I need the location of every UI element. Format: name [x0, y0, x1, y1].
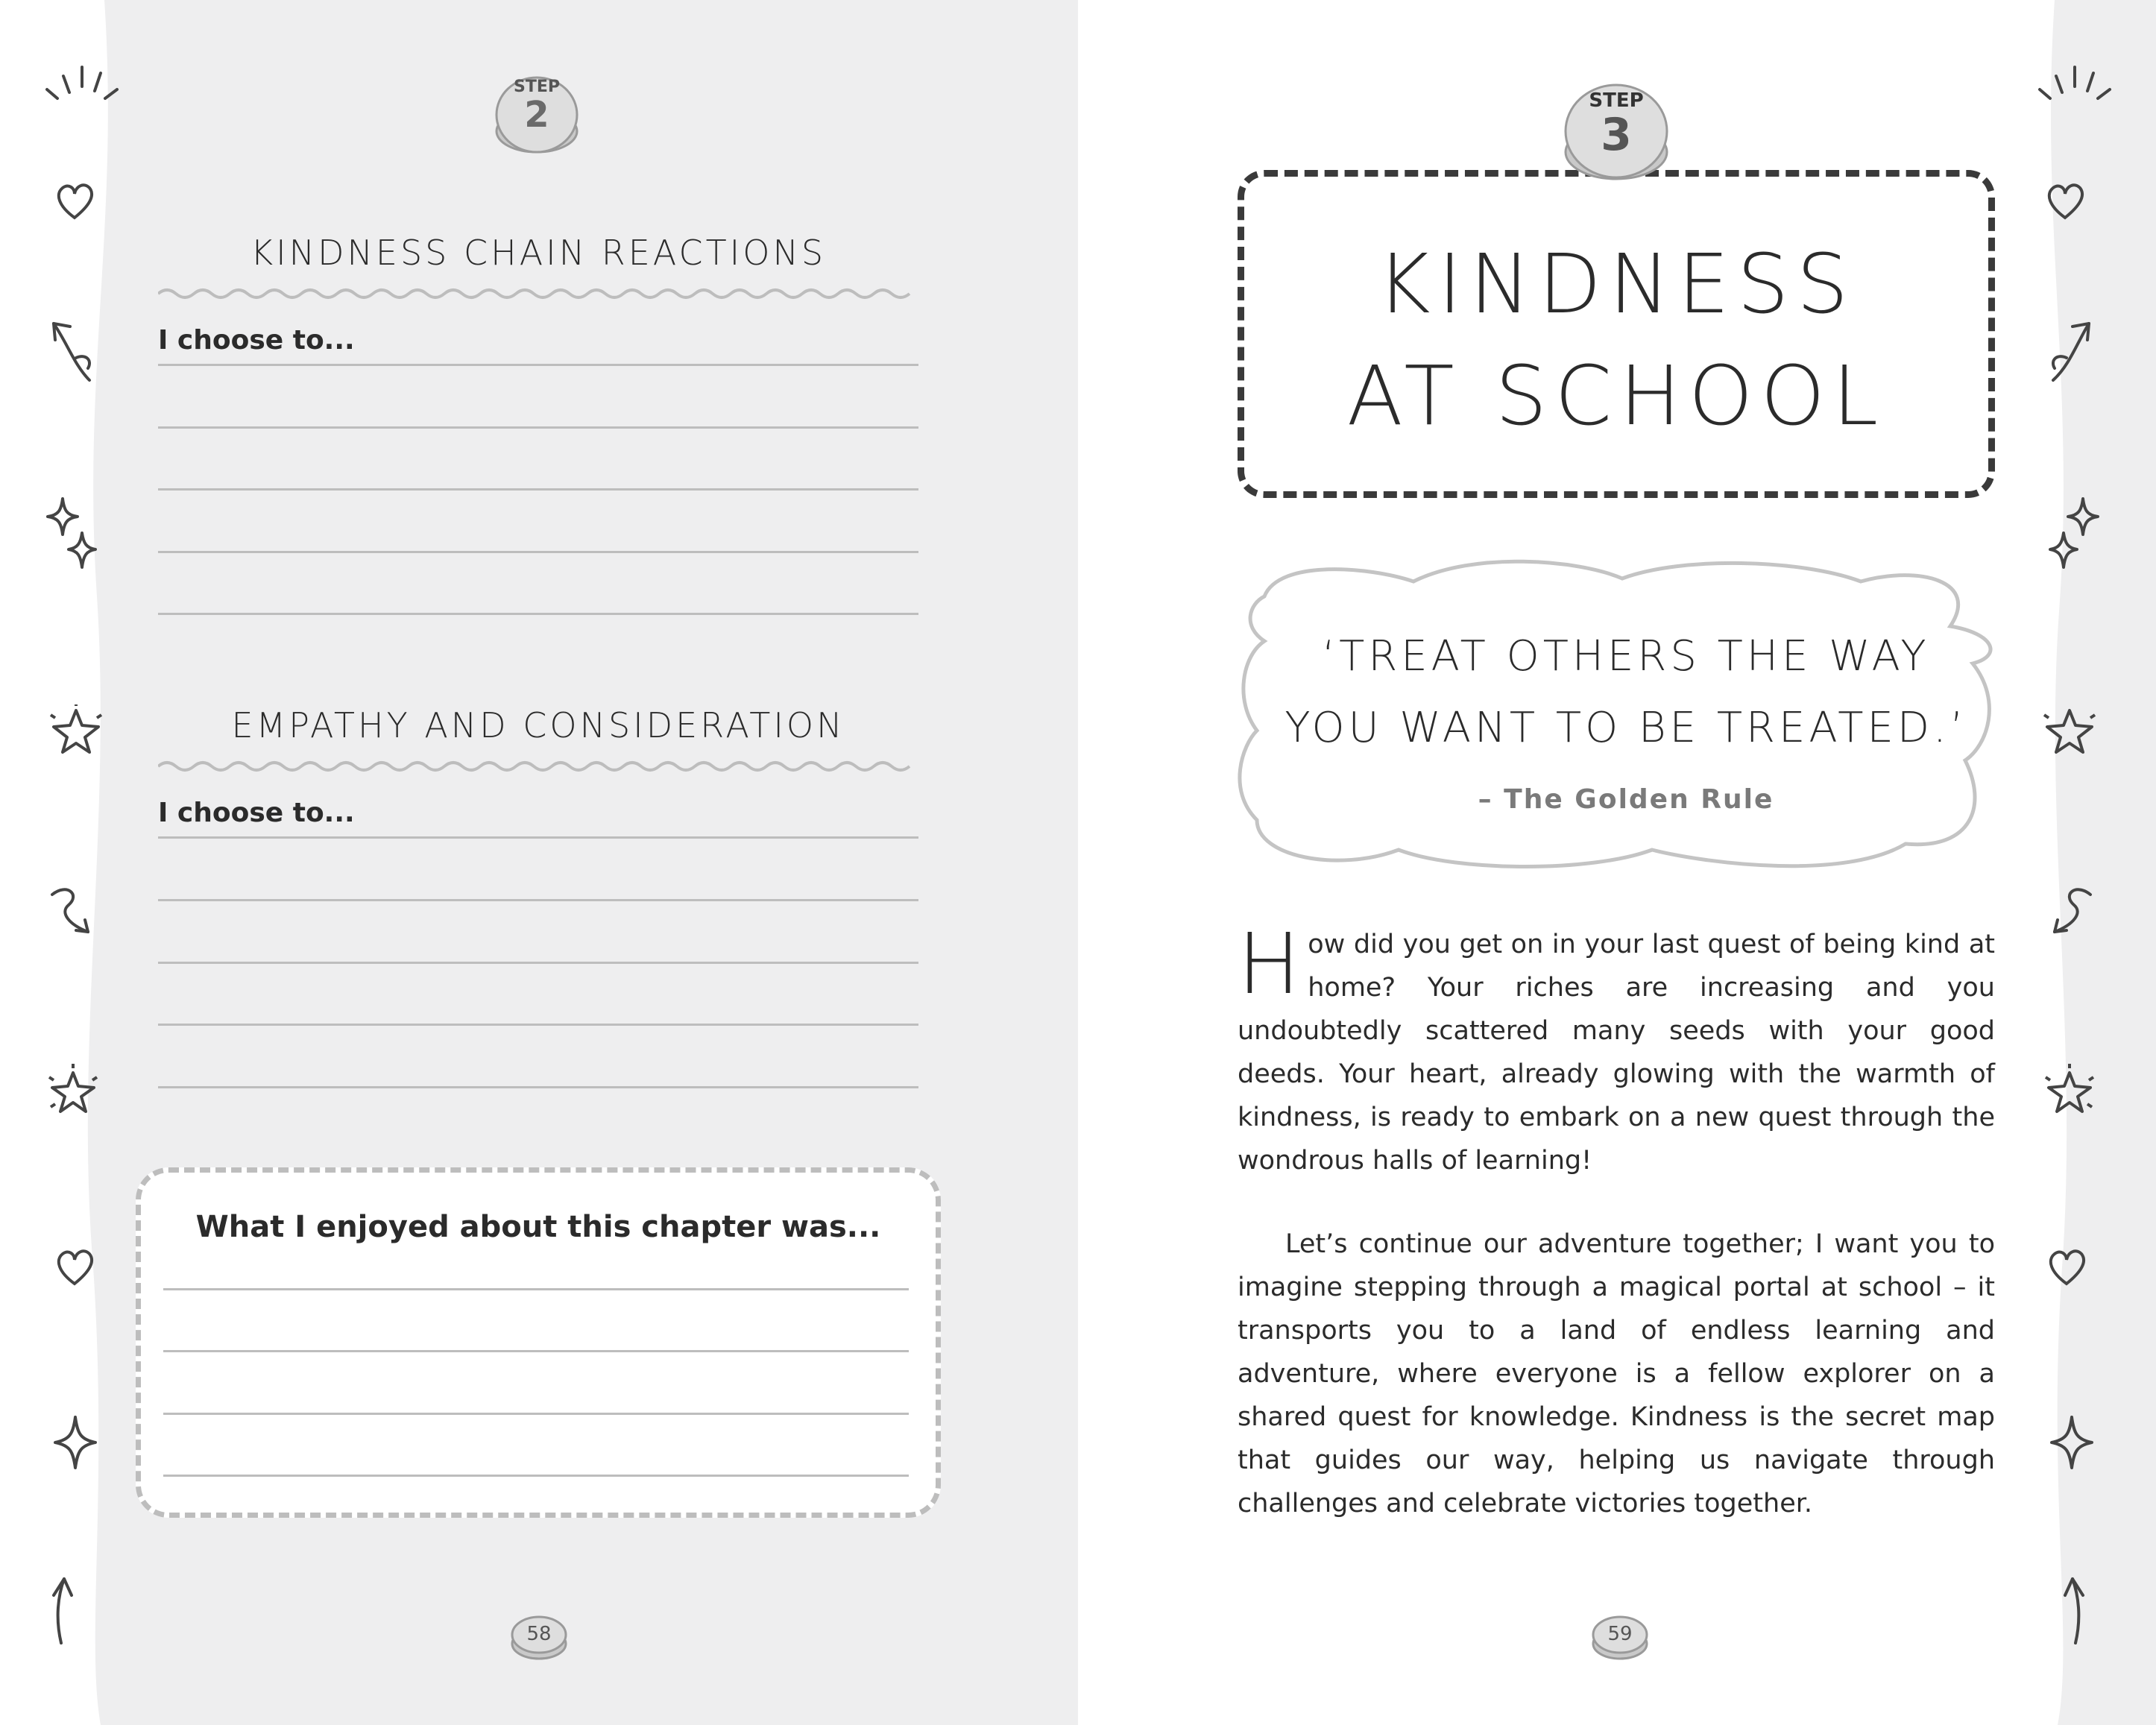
chapter-title-box: [1238, 170, 1995, 498]
step-label: STEP: [513, 78, 560, 96]
step-label: STEP: [1589, 89, 1644, 112]
heart-icon: [52, 1245, 97, 1293]
quote-attribution: – The Golden Rule: [1478, 784, 1774, 815]
star-icon: [43, 1062, 103, 1125]
writing-line[interactable]: [163, 1413, 909, 1415]
reflection-prompt: What I enjoyed about this chapter was...: [195, 1210, 881, 1244]
up-arrow-icon: [2047, 1573, 2092, 1650]
section-title-kindness-chain: KINDNESS CHAIN REACTIONS: [250, 233, 827, 273]
star-icon: [2040, 1062, 2099, 1125]
wavy-divider: [158, 757, 920, 775]
sun-rays-icon: [2034, 60, 2116, 107]
up-arrow-icon: [45, 1573, 89, 1650]
writing-line[interactable]: [158, 1086, 918, 1088]
step-badge: [492, 73, 581, 163]
sparkle-icon: [2043, 496, 2102, 581]
curly-arrow-icon: [2044, 880, 2096, 942]
sparkle-icon: [2046, 1413, 2098, 1475]
step-number: 2: [524, 94, 549, 136]
writing-line[interactable]: [163, 1475, 909, 1477]
page-number-coin: [509, 1614, 569, 1659]
writing-line[interactable]: [158, 488, 918, 491]
body-paragraph-2: Let’s continue our adventure together; I want you to imagine stepping through a magical portal at school – it transports you to a land of endless learning and adventure, where everyone is a fellow explorer on a shared quest for knowledge. Kindness is the secret map that guides our way, helping us navigate through challenges and celebrate victories together.: [1238, 1229, 1995, 1519]
page-number: 58: [526, 1623, 552, 1645]
drop-cap: H: [1238, 916, 1301, 1013]
star-icon: [46, 704, 106, 760]
star-icon: [2040, 704, 2099, 760]
writing-line[interactable]: [158, 899, 918, 901]
paragraph-1-text: ow did you get on in your last quest of being kind at home? Your riches are increasing and you undoubtedly scattered many seeds with your good deeds. Your heart, already glowing with the warmth of kindness, is ready to embark on a new quest through the wondrous halls of learning!: [1238, 930, 1995, 1176]
right-page: [1078, 0, 2156, 1725]
heart-icon: [52, 179, 97, 227]
page-number: 59: [1607, 1623, 1633, 1645]
wavy-divider: [158, 285, 920, 303]
writing-line[interactable]: [158, 1024, 918, 1026]
writing-line[interactable]: [163, 1350, 909, 1352]
quote-line1: ‘TREAT OTHERS THE WAY: [1322, 632, 1930, 681]
arrow-icon: [2040, 313, 2099, 391]
writing-line[interactable]: [158, 613, 918, 615]
quote-line2: YOU WANT TO BE TREATED.’: [1285, 704, 1967, 752]
reflection-box: [136, 1167, 941, 1518]
curly-arrow-icon: [46, 880, 98, 942]
writing-line[interactable]: [158, 426, 918, 429]
arrow-icon: [45, 313, 104, 391]
heart-icon: [2043, 179, 2087, 227]
writing-line[interactable]: [158, 551, 918, 553]
chapter-title-line2: AT SCHOOL: [1346, 348, 1886, 444]
chapter-title-line1: KINDNESS: [1376, 236, 1856, 332]
body-paragraph-1: [1238, 916, 1995, 1182]
page-number-coin: [1590, 1614, 1650, 1659]
writing-line[interactable]: [158, 836, 918, 839]
heart-icon: [2044, 1245, 2089, 1293]
sun-rays-icon: [41, 60, 123, 107]
step-badge: [1560, 79, 1672, 191]
section-title-empathy: EMPATHY AND CONSIDERATION: [231, 705, 845, 745]
writing-line[interactable]: [158, 364, 918, 366]
sparkle-icon: [49, 1413, 101, 1475]
step-number: 3: [1601, 109, 1632, 161]
prompt-text: I choose to...: [158, 798, 355, 828]
writing-line[interactable]: [163, 1288, 909, 1290]
writing-line[interactable]: [158, 962, 918, 964]
sparkle-icon: [45, 496, 104, 581]
prompt-text: I choose to...: [158, 325, 355, 356]
